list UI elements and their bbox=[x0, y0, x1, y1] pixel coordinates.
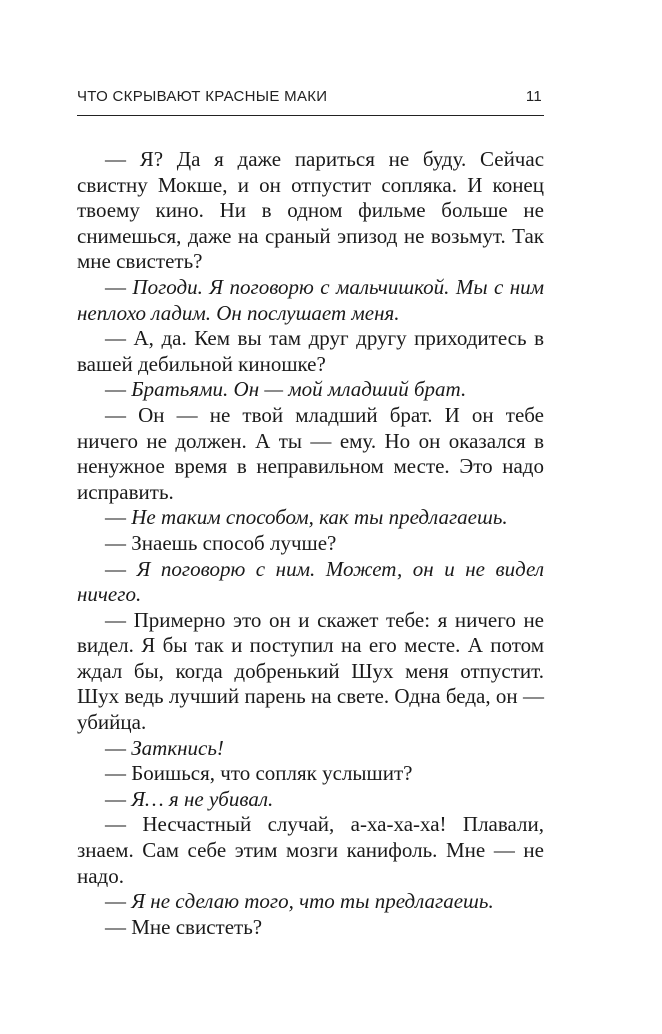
dialogue-dash: — bbox=[105, 914, 126, 939]
dialogue-line: Я? Да я даже париться не буду. Сейчас свистну Мокше, и он отпустит сопляка. И конец твоему кино. Ни в одном фильме больше не снимешься, даже на сраный эпизод не возьмут. Так мне свистеть? bbox=[77, 147, 545, 274]
dialogue-dash: — bbox=[105, 402, 126, 427]
dialogue-line: Примерно это он и скажет тебе: я ничего не видел. Я бы так и поступил на его месте. А потом ждал бы, когда добренький Шух меня отпустит. Шух ведь лучший парень на свете. Одна беда, он — убийца. bbox=[77, 607, 545, 735]
dialogue-line: Боишься, что сопляк услышит? bbox=[131, 761, 413, 786]
paragraph-4 bbox=[77, 377, 544, 403]
dialogue-dash: — bbox=[105, 889, 126, 914]
dialogue-line: Мне свистеть? bbox=[131, 914, 263, 939]
dialogue-line: Несчастный случай, а-ха-ха-ха! Плавали, знаем. Сам себе этим мозги канифоль. Мне — не надо. bbox=[77, 812, 544, 888]
dialogue-line: Заткнись! bbox=[131, 735, 224, 760]
dialogue-dash: — bbox=[105, 735, 126, 760]
dialogue-dash: — bbox=[105, 786, 126, 811]
dialogue-dash: — bbox=[105, 761, 126, 786]
paragraph-9 bbox=[77, 608, 544, 736]
dialogue-line: Знаешь способ лучше? bbox=[131, 530, 337, 555]
dialogue-dash: — bbox=[105, 530, 126, 555]
paragraph-6 bbox=[77, 505, 544, 531]
dialogue-dash: — bbox=[105, 607, 126, 632]
paragraph-5 bbox=[77, 403, 544, 505]
dialogue-dash: — bbox=[105, 147, 126, 171]
book-title: ЧТО СКРЫВАЮТ КРАСНЫЕ МАКИ bbox=[77, 88, 328, 105]
dialogue-dash: — bbox=[105, 326, 126, 351]
dialogue-line: Погоди. Я поговорю с мальчишкой. Мы с ним неплохо ладим. Он послушает меня. bbox=[77, 274, 545, 325]
header-rule bbox=[77, 115, 544, 116]
dialogue-line: А, да. Кем вы там друг другу приходитесь в вашей дебильной киношке? bbox=[77, 326, 544, 376]
paragraph-10 bbox=[77, 736, 544, 762]
paragraph-15 bbox=[77, 915, 544, 941]
dialogue-line: Не таким способом, как ты предлагаешь. bbox=[131, 505, 508, 530]
dialogue-line: Я не сделаю того, что ты предлагаешь. bbox=[131, 889, 494, 914]
dialogue-line: Он — не твой младший брат. И он тебе ничего не должен. А ты — ему. Но он оказался в ненужное время в неправильном месте. Это надо исправить. bbox=[77, 402, 544, 504]
paragraph-3 bbox=[77, 326, 544, 377]
dialogue-dash: — bbox=[105, 274, 126, 299]
paragraph-14 bbox=[77, 889, 544, 915]
paragraph-13 bbox=[77, 812, 544, 889]
page-body bbox=[77, 147, 544, 940]
dialogue-line: Я… я не убивал. bbox=[131, 786, 274, 811]
paragraph-1 bbox=[77, 147, 544, 275]
paragraph-2 bbox=[77, 275, 544, 326]
paragraph-7 bbox=[77, 531, 544, 557]
paragraph-12 bbox=[77, 787, 544, 813]
paragraph-11 bbox=[77, 761, 544, 787]
dialogue-dash: — bbox=[105, 377, 126, 402]
dialogue-dash: — bbox=[105, 812, 126, 837]
dialogue-line: Я поговорю с ним. Может, он и не видел ничего. bbox=[77, 556, 545, 607]
dialogue-line: Братьями. Он — мой младший брат. bbox=[131, 377, 467, 402]
page-number: 11 bbox=[525, 88, 542, 105]
paragraph-8 bbox=[77, 557, 544, 608]
dialogue-dash: — bbox=[105, 556, 126, 581]
dialogue-dash: — bbox=[105, 505, 126, 530]
running-header bbox=[77, 84, 544, 116]
